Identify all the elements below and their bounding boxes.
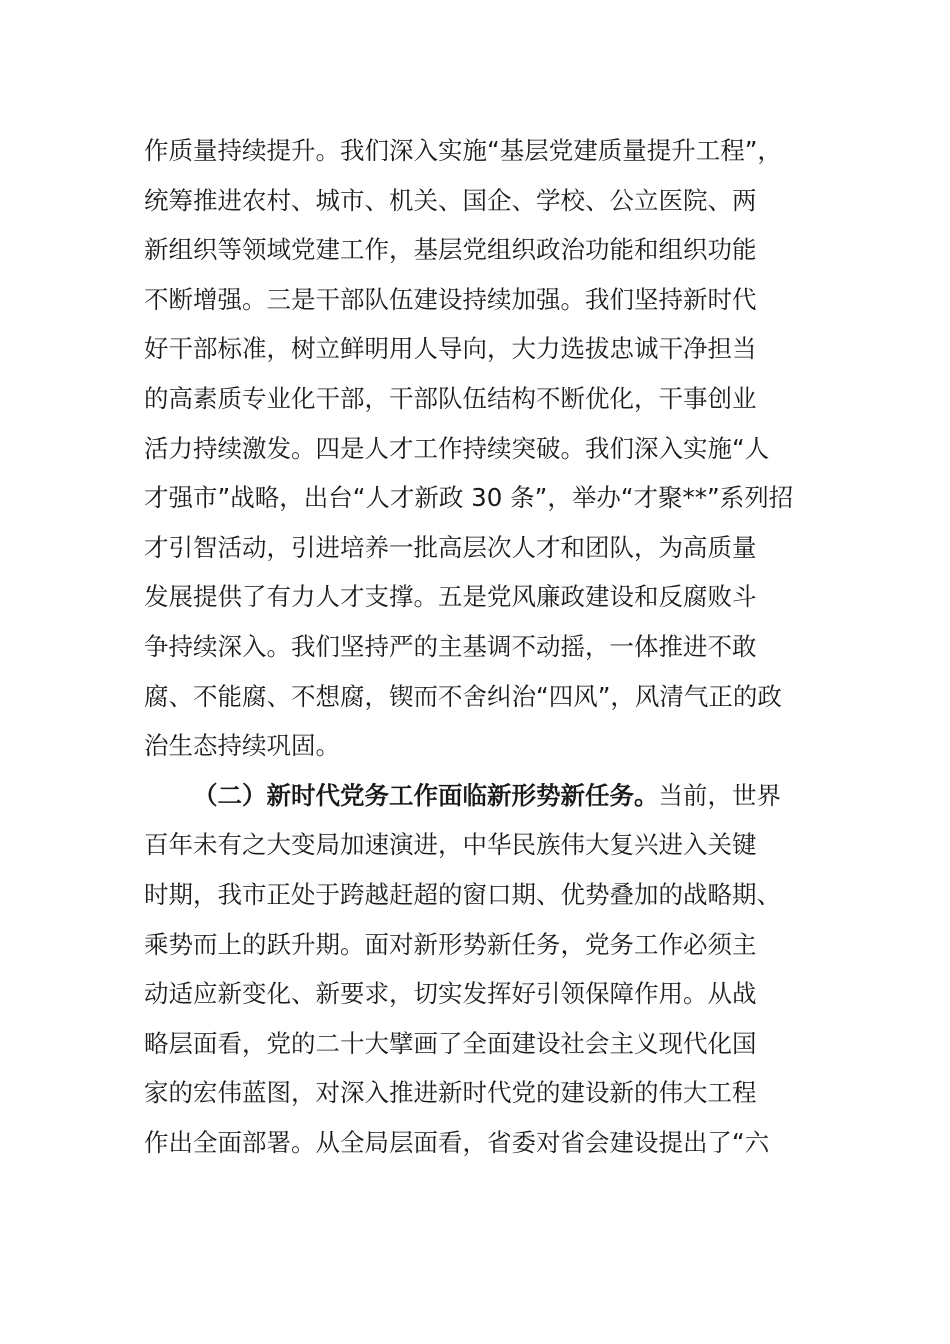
paragraph-line: 治生态持续巩固。: [144, 731, 340, 761]
paragraph-line: 作质量持续提升。我们深入实施“基层党建质量提升工程”，: [144, 136, 782, 165]
paragraph-line: 百年未有之大变局加速演进，中华民族伟大复兴进入关键: [144, 830, 757, 860]
paragraph-line: 乘势而上的跃升期。面对新形势新任务，党务工作必须主: [144, 929, 757, 959]
paragraph-line: 好干部标准，树立鲜明用人导向，大力选拔忠诚干净担当: [144, 334, 757, 364]
paragraph-line: 的高素质专业化干部，干部队伍结构不断优化，干事创业: [144, 383, 757, 413]
paragraph-line: 时期，我市正处于跨越赶超的窗口期、优势叠加的战略期、: [144, 879, 781, 909]
paragraph-line: 略层面看，党的二十大擘画了全面建设社会主义现代化国: [144, 1028, 757, 1058]
paragraph-line: 才引智活动，引进培养一批高层次人才和团队，为高质量: [144, 532, 757, 562]
paragraph-line: 家的宏伟蓝图，对深入推进新时代党的建设新的伟大工程: [144, 1078, 757, 1108]
section-heading: （二）新时代党务工作面临新形势新任务。: [193, 780, 659, 810]
paragraph-line: 动适应新变化、新要求，切实发挥好引领保障作用。从战: [144, 979, 757, 1009]
paragraph-line: 新组织等领域党建工作，基层党组织政治功能和组织功能: [144, 235, 757, 265]
paragraph-line: 才强市”战略，出台“人才新政 30 条”，举办“才聚**”系列招: [144, 483, 794, 513]
paragraph-line: 发展提供了有力人才支撑。五是党风廉政建设和反腐败斗: [144, 582, 757, 612]
paragraph-line: 不断增强。三是干部队伍建设持续加强。我们坚持新时代: [144, 284, 757, 314]
paragraph-line: 争持续深入。我们坚持严的主基调不动摇，一体推进不敢: [144, 631, 757, 661]
body-text: [144, 126, 809, 1167]
paragraph-line: 统筹推进农村、城市、机关、国企、学校、公立医院、两: [144, 185, 757, 215]
paragraph-line: 腐、不能腐、不想腐，锲而不舍纠治“四风”，风清气正的政: [144, 681, 782, 711]
paragraph-line: 作出全面部署。从全局层面看，省委对省会建设提出了“六: [144, 1127, 770, 1157]
section-first-line-text: 当前，世界: [658, 780, 781, 810]
section-first-line: [144, 771, 809, 821]
paragraph-line: 活力持续激发。四是人才工作持续突破。我们深入实施“人: [144, 433, 770, 463]
